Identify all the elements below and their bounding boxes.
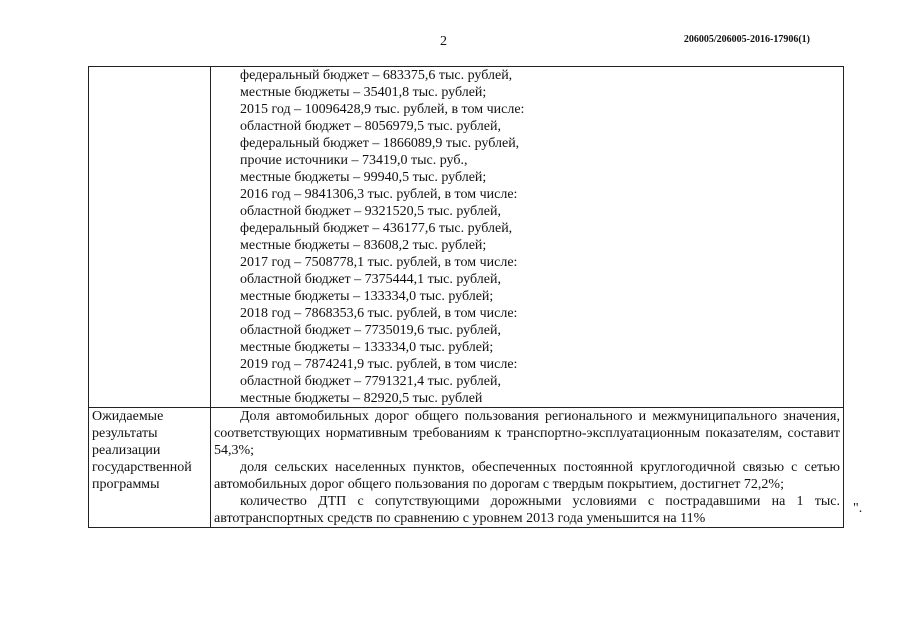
funding-line: федеральный бюджет – 436177,6 тыс. рублей,	[240, 221, 513, 236]
funding-lines	[214, 67, 840, 407]
funding-line: 2016 год – 9841306,3 тыс. рублей, в том числе:	[240, 187, 518, 202]
result-paragraph: количество ДТП с сопутствующими дорожными условиями с пострадавшими на 1 тыс. автотранспортных средств по сравнению с уровнем 2013 года уменьшится на 11%	[214, 494, 840, 526]
funding-line: 2018 год – 7868353,6 тыс. рублей, в том числе:	[240, 306, 518, 321]
document-code: 206005/206005-2016-17906(1)	[683, 34, 810, 45]
funding-line: федеральный бюджет – 1866089,9 тыс. рублей,	[240, 136, 520, 151]
funding-line: местные бюджеты – 99940,5 тыс. рублей;	[240, 170, 487, 185]
program-table	[88, 66, 844, 528]
funding-line: прочие источники – 73419,0 тыс. руб.,	[240, 153, 468, 168]
funding-label-cell	[89, 67, 211, 408]
funding-line: областной бюджет – 7735019,6 тыс. рублей,	[240, 323, 501, 338]
funding-line: местные бюджеты – 35401,8 тыс. рублей;	[240, 85, 487, 100]
result-paragraph: Доля автомобильных дорог общего пользования регионального и межмуниципального значения, соответствующих нормативным требованиям к транспортно-эксплуатационным показателям, составит 54,3%;	[214, 409, 840, 458]
funding-line: федеральный бюджет – 683375,6 тыс. рублей,	[240, 68, 513, 83]
funding-line: 2017 год – 7508778,1 тыс. рублей, в том числе:	[240, 255, 518, 270]
funding-line: 2019 год – 7874241,9 тыс. рублей, в том числе:	[240, 357, 518, 372]
funding-line: областной бюджет – 7791321,4 тыс. рублей,	[240, 374, 501, 389]
funding-line: местные бюджеты – 133334,0 тыс. рублей;	[240, 289, 494, 304]
results-label-cell: Ожидаемые результаты реализации государственной программы	[89, 408, 211, 528]
funding-row	[89, 67, 844, 408]
funding-line: областной бюджет – 7375444,1 тыс. рублей,	[240, 272, 501, 287]
funding-cell	[211, 67, 844, 408]
closing-quote-mark: ".	[853, 501, 863, 516]
funding-line: областной бюджет – 9321520,5 тыс. рублей,	[240, 204, 501, 219]
result-paragraph: доля сельских населенных пунктов, обеспеченных постоянной круглогодичной связью с сетью автомобильных дорог общего пользования по дорогам с твердым покрытием, достигнет 72,2%;	[214, 460, 840, 492]
funding-line: местные бюджеты – 83608,2 тыс. рублей;	[240, 238, 487, 253]
page-number: 2	[440, 34, 447, 49]
funding-line: 2015 год – 10096428,9 тыс. рублей, в том числе:	[240, 102, 525, 117]
funding-line: местные бюджеты – 82920,5 тыс. рублей	[240, 391, 483, 406]
results-cell	[211, 408, 844, 528]
funding-line: областной бюджет – 8056979,5 тыс. рублей,	[240, 119, 501, 134]
results-row	[89, 408, 844, 528]
funding-line: местные бюджеты – 133334,0 тыс. рублей;	[240, 340, 494, 355]
